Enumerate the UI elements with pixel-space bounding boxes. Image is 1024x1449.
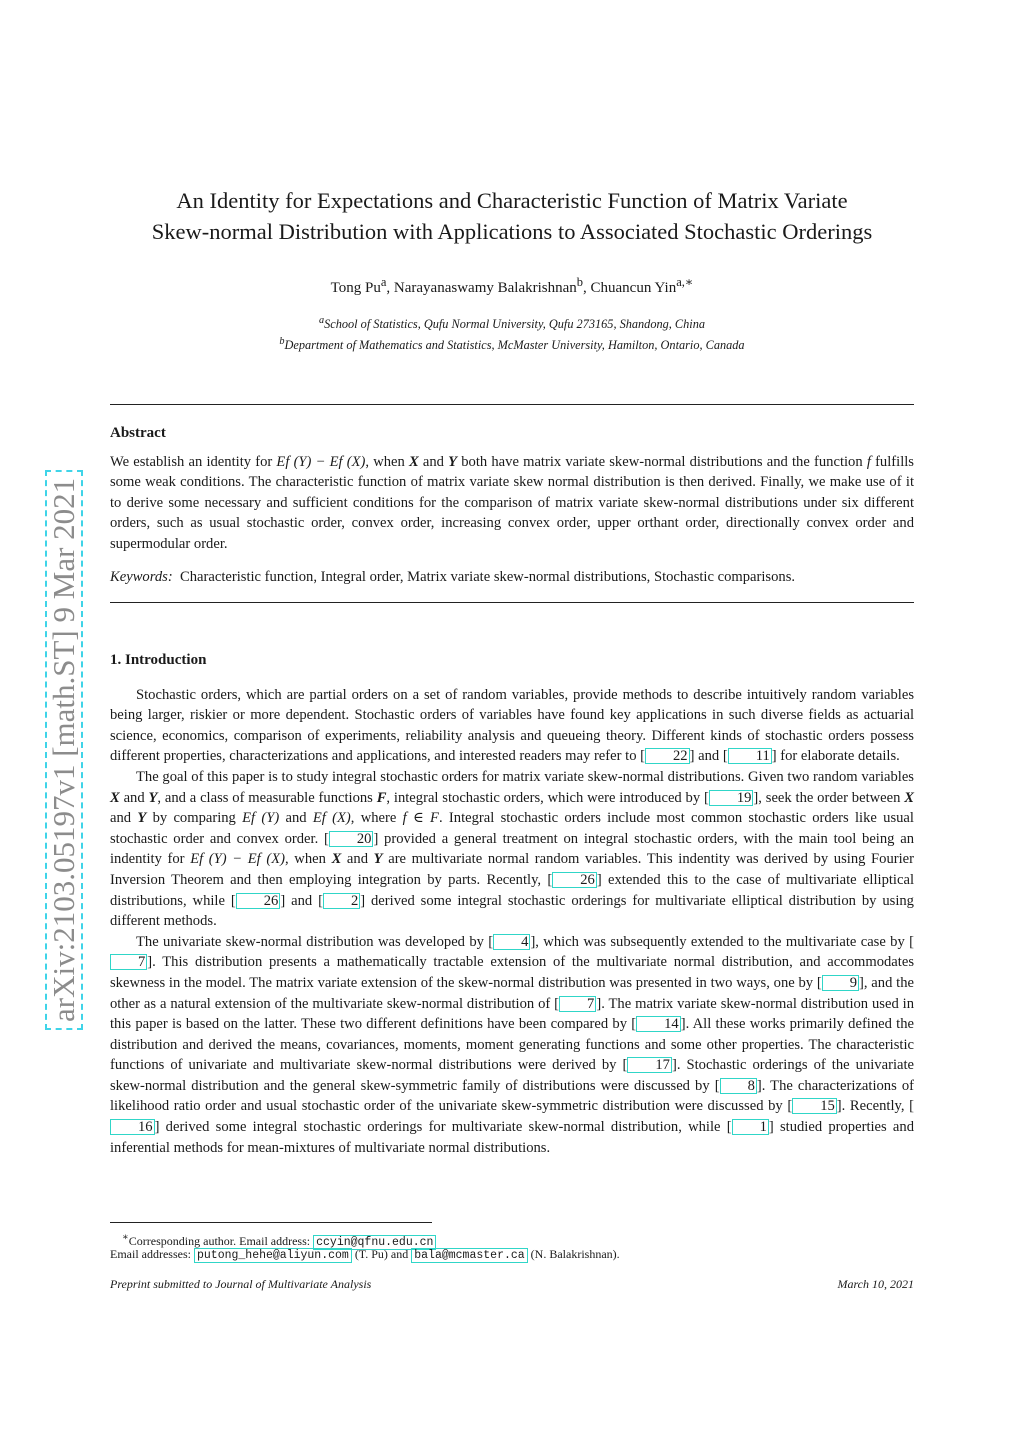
citation-link[interactable]: 14 xyxy=(636,1016,681,1032)
citation-link[interactable]: 26 xyxy=(552,872,597,888)
affil-a: School of Statistics, Qufu Normal University, Qufu 273165, Shandong, China xyxy=(324,317,705,332)
abstract-top-rule xyxy=(110,404,914,405)
footnote-emails: Email addresses: putong_hehe@aliyun.com (T. Pu) and bala@mcmaster.ca (N. Balakrishnan). xyxy=(110,1247,620,1262)
citation-link[interactable]: 7 xyxy=(110,954,147,970)
affiliations xyxy=(0,312,1024,354)
citation-link[interactable]: 11 xyxy=(728,748,772,764)
section-heading-introduction: 1. Introduction xyxy=(110,652,207,668)
citation-link[interactable]: 17 xyxy=(627,1057,672,1073)
citation-link[interactable]: 7 xyxy=(559,996,596,1012)
footer-journal: Preprint submitted to Journal of Multivariate Analysis xyxy=(110,1277,372,1291)
author-3: Chuancun Yin xyxy=(590,280,677,296)
affil-b: Department of Mathematics and Statistics, McMaster University, Hamilton, Ontario, Canada xyxy=(284,338,745,353)
intro-paragraph-3: The univariate skew-normal distribution was developed by [ 4 ], which was subsequently extended to the multivariate case by [7 ]. This distribution presents a mathematically tractable extension of the multivariate normal distribution, and accommodates skewness in the model. The matrix variate extension of the skew-normal distribution was presented in two ways, one by [ 9 ], and the other as a natural extension of the multivariate skew-normal distribution of [ 7 ]. The matrix variate skew-normal distribution used in this paper is based on the latter. These two different definitions have been compared by [ 14 ]. All these works primarily defined the distribution and derived the means, covariances, moments, moment generating functions and some other properties. The characteristic functions of univariate and multivariate skew-normal distributions were derived by [ 17 ]. Stochastic orderings of the univariate skew-normal distribution and the general skew-symmetric family of distributions were discussed by [ 8 ]. The characterizations of likelihood ratio order and usual stochastic order of the univariate skew-symmetric distribution were discussed by [ 15 ]. Recently, [16 ] derived some integral stochastic orderings for multivariate skew-normal distribution, while [ 1 ] studied properties and inferential methods for mean-mixtures of multivariate normal distributions. xyxy=(110,933,915,1156)
footnote-corresponding: ∗Corresponding author. Email address: ccyin@qfnu.edu.cn xyxy=(110,1229,914,1250)
keywords-text: Characteristic function, Integral order, Matrix variate skew-normal distributions, Stochastic comparisons. xyxy=(180,568,796,585)
author-list: Tong Pu$^a$, Narayanaswamy Balakrishnan$^b$, Chuancun Yin$^{a,∗}$ xyxy=(330,275,694,296)
footnote-rule xyxy=(110,1222,432,1223)
introduction-section xyxy=(110,650,914,1158)
author-1-sup: a xyxy=(380,275,387,289)
abstract-text: We establish an identity for Ef (Y) − Ef (X), when X and Y both have matrix variate skew-normal distributions and the function f fulfills some weak conditions. The characteristic function of matrix variate skew normal distribution is then derived. Finally, we make use of it to derive some necessary and sufficient conditions for the comparison of matrix variate skew-normal distributions under six different orders, such as usual stochastic order, convex order, increasing convex order, upper orthant order, directionally convex order and supermodular order. xyxy=(110,453,914,552)
intro-paragraph-1: Stochastic orders, which are partial orders on a set of random variables, provide methods to describe intuitively random variables being larger, riskier or more dependent. Stochastic orders of variables have found key applications in such diverse fields as actuarial science, economics, comparison of experiments, reliability analysis and queueing theory. Different kinds of stochastic orders possess different properties, characterizations and applications, and interested readers may refer to [ 22 ] and [ 11 ] for elaborate details. xyxy=(110,686,914,765)
abstract-section xyxy=(110,423,914,587)
keywords xyxy=(110,567,914,588)
author-2: Narayanaswamy Balakrishnan xyxy=(393,280,577,296)
author-3-sup: a,∗ xyxy=(676,275,694,289)
citation-link[interactable]: 22 xyxy=(645,748,690,764)
paper-title xyxy=(0,185,1024,247)
abstract-heading: Abstract xyxy=(110,425,166,441)
author-1: Tong Pu xyxy=(330,280,381,296)
citation-link[interactable]: 4 xyxy=(493,934,530,950)
intro-paragraph-2: The goal of this paper is to study integral stochastic orders for matrix variate skew-normal distributions. Given two random variables X and Y, and a class of measurable functions F, integral stochastic orders, which were introduced by [ 19 ], seek the order between X and Y by comparing Ef (Y) and Ef (X), where f ∈ F. Integral stochastic orders include most common stochastic orders like usual stochastic order and convex order. [ 20 ] provided a general treatment on integral stochastic orders, with the main tool being an indentity for Ef (Y) − Ef (X), when X and Y are multivariate normal random variables. This indentity was derived by using Fourier Inversion Theorem and then employing integration by parts. Recently, [ 26 ] extended this to the case of multivariate elliptical distributions, while [ 26 ] and [ 2 ] derived some integral stochastic orderings for multivariate elliptical distribution by using different methods. xyxy=(110,768,915,930)
author-2-sup: b xyxy=(576,275,584,289)
citation-link[interactable]: 26 xyxy=(236,893,281,909)
citation-link[interactable]: 9 xyxy=(822,975,859,991)
citation-link[interactable]: 16 xyxy=(110,1119,155,1135)
footer-date: March 10, 2021 xyxy=(837,1277,914,1291)
page-footer xyxy=(110,1277,914,1292)
abstract-bottom-rule xyxy=(110,602,914,603)
email-link[interactable]: bala@mcmaster.ca xyxy=(411,1248,527,1263)
affil-b-sup: b xyxy=(279,336,285,348)
arxiv-sidebar-label[interactable]: arXiv:2103.05197v1 [math.ST] 9 Mar 2021 xyxy=(45,470,83,1030)
citation-link[interactable]: 2 xyxy=(323,893,360,909)
citation-link[interactable]: 19 xyxy=(709,790,754,806)
email-link[interactable]: ccyin@qfnu.edu.cn xyxy=(313,1235,436,1250)
email-link[interactable]: putong_hehe@aliyun.com xyxy=(194,1248,352,1263)
citation-link[interactable]: 15 xyxy=(792,1098,837,1114)
citation-link[interactable]: 8 xyxy=(720,1078,757,1094)
citation-link[interactable]: 20 xyxy=(329,831,374,847)
citation-link[interactable]: 1 xyxy=(732,1119,769,1135)
affil-a-sup: a xyxy=(319,315,325,326)
title-line-1: An Identity for Expectations and Characteristic Function of Matrix Variate xyxy=(176,188,848,213)
title-line-2: Skew-normal Distribution with Applications to Associated Stochastic Orderings xyxy=(151,219,873,244)
keywords-label: Keywords: xyxy=(110,568,173,585)
